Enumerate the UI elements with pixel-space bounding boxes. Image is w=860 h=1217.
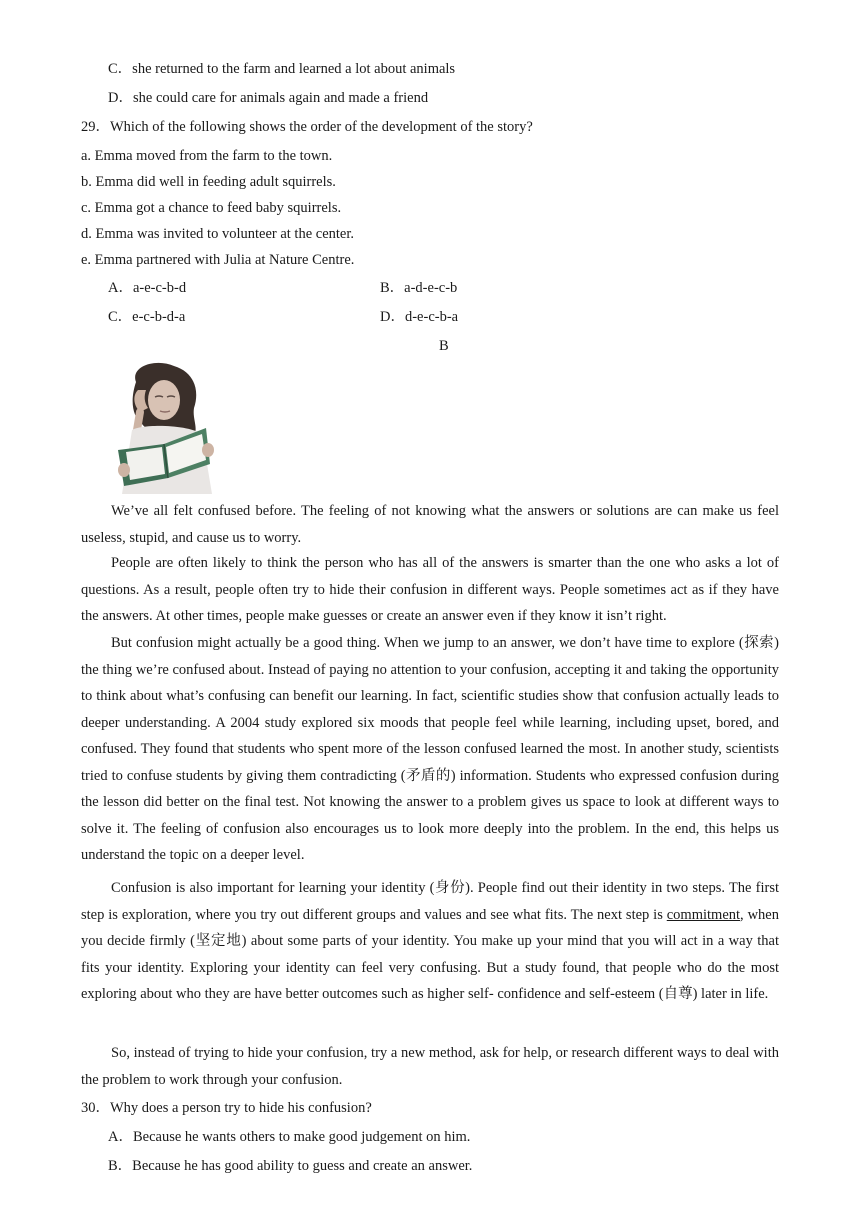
section-label: B [439,338,449,354]
confused-girl-reading-image [108,360,224,494]
q30-stem: 30．Why does a person try to hide his confusion? [81,1100,372,1116]
q29-option-c: C．e-c-b-d-a [108,309,186,325]
q29-option-a: A．a-e-c-b-d [108,280,187,296]
q28-option-d [108,89,428,107]
underlined-word-commitment: commitment [666,906,741,923]
passage-paragraph-3 [81,630,779,869]
option-letter: C． [108,61,133,77]
option-text: she returned to the farm and learned a lot about animals [132,61,456,77]
passage-paragraph-2: People are often likely to think the person who has all of the answers is smarter than the one who asks a lot of questions. As a result, people often try to hide their confusion in different ways. People sometimes act as if they have the answers. At other times, people make guesses or create an answer even if they know it isn’t right. [81,555,779,624]
q30-option-b: B．Because he has good ability to guess and create an answer. [108,1158,473,1174]
q29-event-a: a. Emma moved from the farm to the town. [81,148,333,164]
q29-event-e: e. Emma partnered with Julia at Nature Centre. [81,252,355,268]
passage-paragraph-5: So, instead of trying to hide your confusion, try a new method, ask for help, or research different ways to deal with the problem to work through your confusion. [81,1045,779,1088]
q29-event-c: c. Emma got a chance to feed baby squirrels. [81,200,342,216]
option-letter: D． [108,90,133,106]
paragraph-4-text-a: Confusion is also important for learning your identity (身份). People find out their identity in two steps. The first step is exploration, where you try out different groups and values and see what fits. The next step is [81,880,779,923]
paragraph-4-text-b: , when you decide firmly (坚定地) about some parts of your identity. You make up your mind that you will act in a way that fits your identity. Exploring your identity can feel very confusing. But a study found, that people who do the most exploring about who they are have better outcomes such as higher self- confidence and self-esteem (自尊) later in life. [81,906,779,1002]
q29-option-b: B．a-d-e-c-b [380,280,458,296]
option-text: she could care for animals again and made a friend [132,90,429,106]
q29-event-d: d. Emma was invited to volunteer at the center. [81,226,355,242]
q28-option-c [108,60,455,78]
q30-option-a: A．Because he wants others to make good judgement on him. [108,1129,471,1145]
passage-paragraph-1: We’ve all felt confused before. The feeling of not knowing what the answers or solutions are can make us feel useless, stupid, and cause us to worry. [81,503,779,546]
paragraph-3-text: But confusion might actually be a good thing. When we jump to an answer, we don’t have time to explore (探索) the thing we’re confused about. Instead of paying no attention to your confusion, accepting it and taking the opportunity to think about what’s confusing can benefit our learning. In fact, scientific studies show that confusion actually leads to deeper understanding. A 2004 study explored six moods that people feel while learning, including upset, bored, and confused. They found that students who spent more of the lesson confused learned the most. In another study, scientists tried to confuse students by giving them contradicting (矛盾的) information. Students who expressed confusion during the lesson did better on the final test. Not knowing the answer to a problem gives us space to look at different ways to solve it. The feeling of confusion also encourages us to look more deeply into the problem. In the end, this helps us understand the topic on a deeper level. [81,635,779,863]
q29-stem: 29．Which of the following shows the order of the development of the story? [81,119,533,135]
q29-event-b: b. Emma did well in feeding adult squirrels. [81,174,336,190]
passage-paragraph-4 [81,875,779,1008]
q29-option-d: D．d-e-c-b-a [380,309,459,325]
